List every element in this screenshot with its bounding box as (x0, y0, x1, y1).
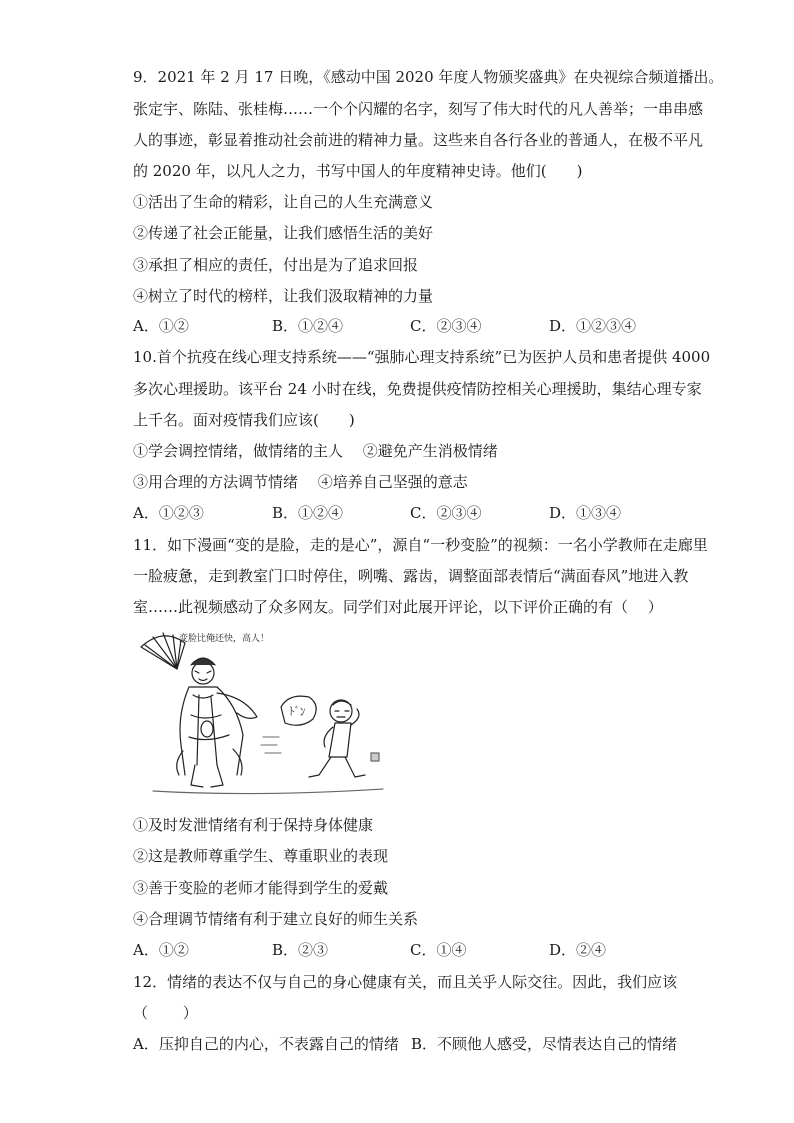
q10-options (133, 503, 693, 523)
q11-option-d[interactable]: D．②④ (549, 941, 607, 959)
q11-options (133, 940, 693, 960)
q10-option-c[interactable]: C．②③④ (410, 504, 482, 522)
q11-statement-3: ③善于变脸的老师才能得到学生的爱戴 (133, 879, 389, 897)
q11-stem-line-3: 室……此视频感动了众多网友。同学们对此展开评论，以下评价正确的有（ ） (133, 598, 663, 616)
q9-option-d[interactable]: D．①②③④ (549, 317, 637, 335)
q10-statement-row-2: ③用合理的方法调节情绪 ④培养自己坚强的意志 (133, 473, 468, 491)
q9-statement-4: ④树立了时代的榜样，让我们汲取精神的力量 (133, 287, 434, 305)
q9-option-b[interactable]: B．①②④ (272, 317, 344, 335)
q12-options (133, 1034, 693, 1054)
q11-statement-2: ②这是教师尊重学生、尊重职业的表现 (133, 847, 389, 865)
cartoon-speech-caption: 变脸比俺还快，高人！ (179, 633, 270, 643)
q11-option-c[interactable]: C．①④ (410, 941, 467, 959)
q9-statement-3: ③承担了相应的责任，付出是为了追求回报 (133, 256, 419, 274)
q10-stem-line-1: 10.首个抗疫在线心理支持系统——“强肺心理支持系统”已为医护人员和患者提供 4000 (133, 348, 711, 366)
q9-stem-line-2: 张定宇、陈陆、张桂梅……一个个闪耀的名字，刻写了伟大时代的凡人善举；一串串感 (133, 100, 704, 118)
q12-option-b[interactable]: B．不顾他人感受，尽情表达自己的情绪 (411, 1035, 678, 1053)
q11-stem-line-1: 11．如下漫画“变的是脸，走的是心”，源自“一秒变脸”的视频：一名小学教师在走廊里 (133, 536, 708, 554)
q11-statement-4: ④合理调节情绪有利于建立良好的师生关系 (133, 910, 419, 928)
q11-statement-1: ①及时发泄情绪有利于保持身体健康 (133, 816, 374, 834)
q9-option-a[interactable]: A．①② (133, 317, 189, 335)
q9-statement-1: ①活出了生命的精彩，让自己的人生充满意义 (133, 193, 434, 211)
q10-stem-line-2: 多次心理援助。该平台 24 小时在线，免费提供疫情防控相关心理援助，集结心理专家 (133, 380, 702, 398)
q9-options (133, 316, 693, 336)
q11-stem-line-2: 一脸疲惫，走到教室门口时停住，咧嘴、露齿，调整面部表情后“满面春风”地进入教 (133, 567, 689, 585)
q9-stem-line-4: 的 2020 年，以凡人之力，书写中国人的年度精神史诗。他们( ) (133, 162, 583, 180)
q10-option-a[interactable]: A．①②③ (133, 504, 204, 522)
q11-option-b[interactable]: B．②③ (272, 941, 329, 959)
q9-statement-2: ②传递了社会正能量，让我们感悟生活的美好 (133, 224, 434, 242)
q10-statement-row-1: ①学会调控情绪，做情绪的主人 ②避免产生消极情绪 (133, 442, 498, 460)
q10-option-b[interactable]: B．①②④ (272, 504, 344, 522)
q9-option-c[interactable]: C．②③④ (410, 317, 482, 335)
q9-stem-line-3: 人的事迹，彰显着推动社会前进的精神力量。这些来自各行各业的普通人，在极不平凡 (133, 131, 704, 149)
q9-stem-line-1: 9．2021 年 2 月 17 日晚，《感动中国 2020 年度人物颁奖盛典》在央视综合频道播出。 (133, 68, 724, 86)
cartoon-illustration (133, 625, 395, 805)
q12-stem-line-2: （ ） (133, 1004, 198, 1022)
q10-option-d[interactable]: D．①③④ (549, 504, 622, 522)
q12-stem-line-1: 12．情绪的表达不仅与自己的身心健康有关，而且关乎人际交往。因此，我们应该 (133, 973, 678, 991)
q11-option-a[interactable]: A．①② (133, 941, 189, 959)
svg-text:ﾄﾞﾝ: ﾄﾞﾝ (289, 705, 306, 718)
q12-option-a[interactable]: A．压抑自己的内心，不表露自己的情绪 (133, 1035, 399, 1053)
q10-stem-line-3: 上千名。面对疫情我们应该( ) (133, 411, 355, 429)
